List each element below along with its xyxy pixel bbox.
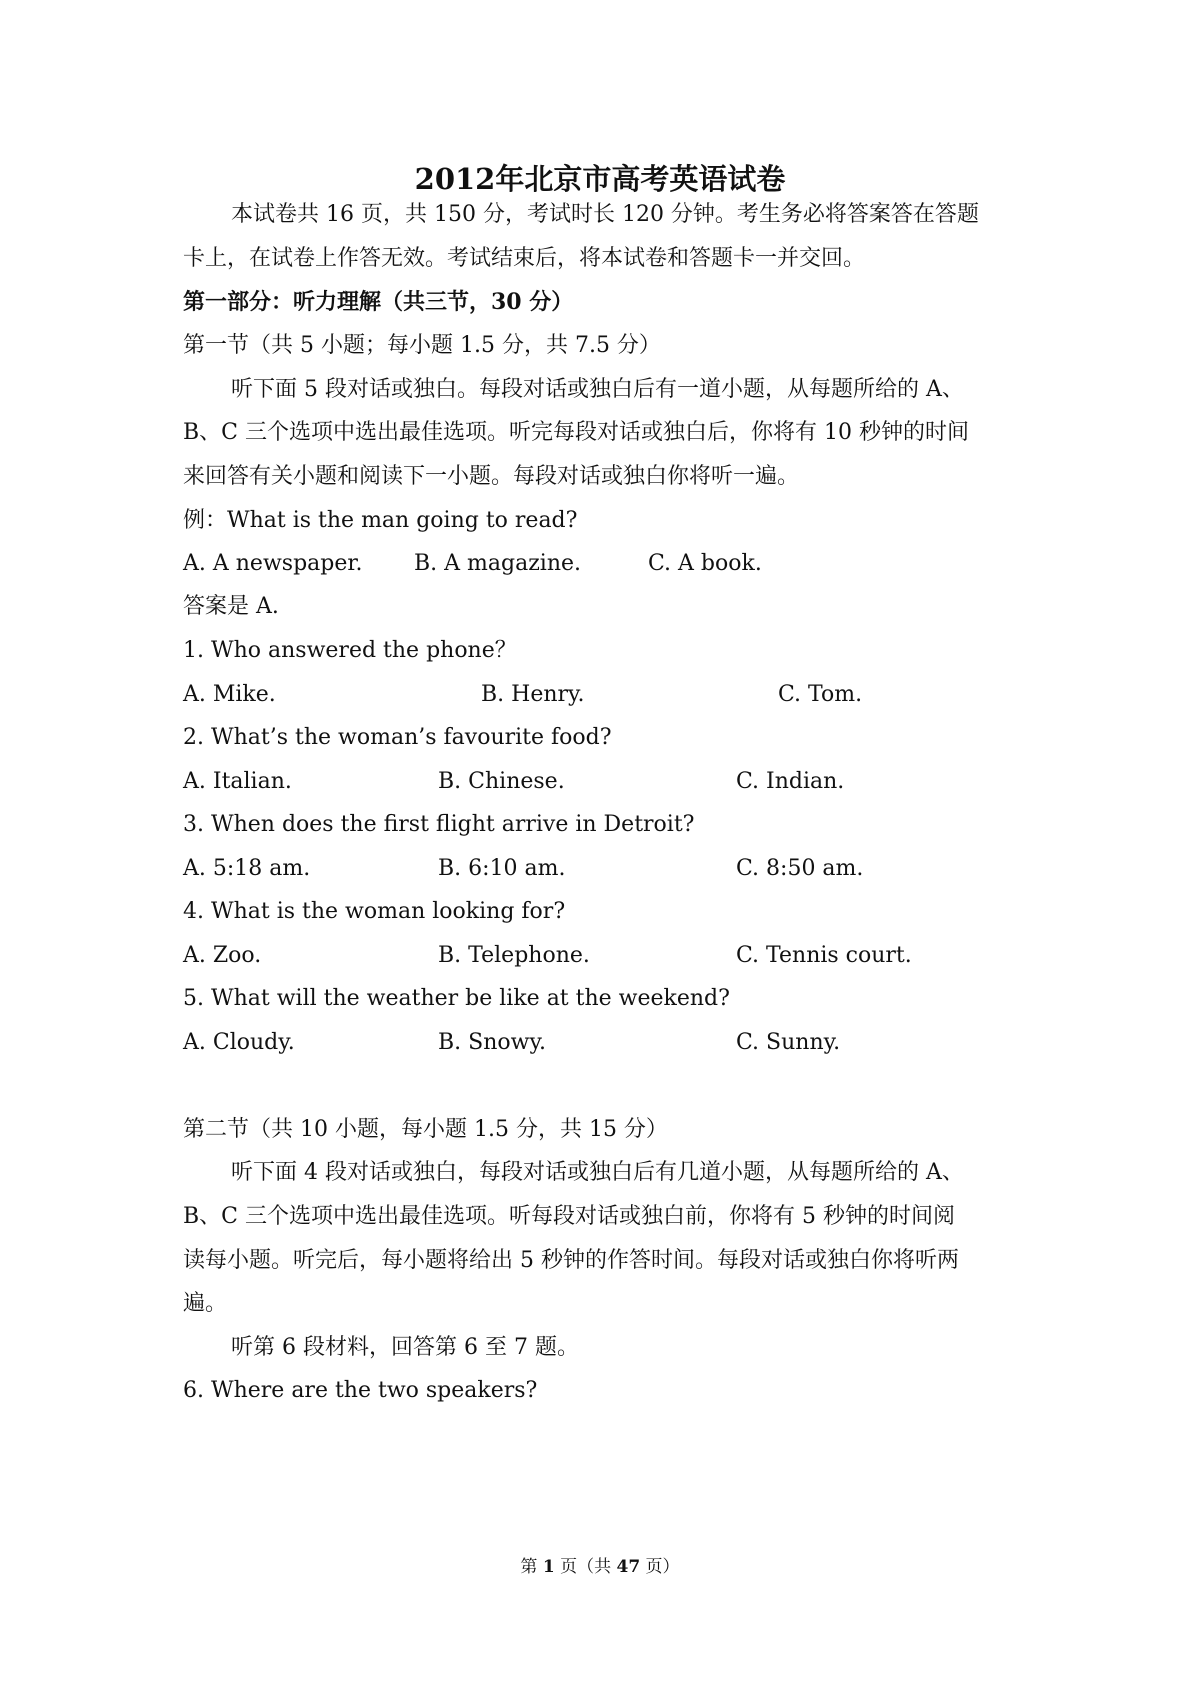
question-3-option-a: A. 5:18 am. [183, 856, 311, 881]
question-4: 4. What is the woman looking for? [183, 899, 566, 924]
question-1: 1. Who answered the phone？ [183, 638, 517, 663]
question-4-option-a: A. Zoo. [183, 943, 262, 968]
example-option-a: A. A newspaper. [183, 551, 363, 576]
question-3-option-c: C. 8:50 am. [736, 856, 864, 881]
question-1-option-b: B. Henry. [481, 682, 585, 707]
question-2-option-b: B. Chinese. [438, 769, 565, 794]
question-6: 6. Where are the two speakers? [183, 1378, 538, 1403]
question-5-option-b: B. Snowy. [438, 1030, 546, 1055]
question-2-option-c: C. Indian. [736, 769, 845, 794]
part1-heading: 第一部分：听力理解（共三节，30 分） [183, 289, 574, 315]
example-option-b: B. A magazine. [414, 551, 582, 576]
section1-instruction-2: B、C 三个选项中选出最佳选项。听完每段对话或独白后，你将有 10 秒钟的时间 [183, 420, 969, 445]
section2-instruction-2: B、C 三个选项中选出最佳选项。听每段对话或独白前，你将有 5 秒钟的时间阅 [183, 1204, 955, 1229]
section2-instruction-4: 遍。 [183, 1291, 228, 1316]
section2-heading: 第二节（共 10 小题，每小题 1.5 分，共 15 分） [183, 1117, 668, 1142]
question-5-option-c: C. Sunny. [736, 1030, 841, 1055]
question-4-option-c: C. Tennis court. [736, 943, 912, 968]
section1-instruction-1: 听下面 5 段对话或独白。每段对话或独白后有一道小题，从每题所给的 A、 [231, 377, 964, 402]
example-question: 例：What is the man going to read? [183, 508, 578, 533]
question-4-option-b: B. Telephone. [438, 943, 590, 968]
question-5: 5. What will the weather be like at the weekend? [183, 986, 730, 1011]
footer-middle: 页（共 [554, 1557, 617, 1577]
question-1-option-c: C. Tom. [778, 682, 863, 707]
section1-heading: 第一节（共 5 小题；每小题 1.5 分，共 7.5 分） [183, 333, 661, 358]
footer-suffix: 页） [640, 1557, 680, 1577]
question-5-option-a: A. Cloudy. [183, 1030, 295, 1055]
footer-page-number: 1 [542, 1557, 555, 1577]
question-1-option-a: A. Mike. [183, 682, 276, 707]
example-option-c: C. A book. [648, 551, 762, 576]
footer-total-pages: 47 [616, 1557, 641, 1577]
section1-instruction-3: 来回答有关小题和阅读下一小题。每段对话或独白你将听一遍。 [183, 464, 800, 489]
exam-title: 2012年北京市高考英语试卷 [414, 162, 786, 196]
question-3: 3. When does the first flight arrive in Detroit? [183, 812, 695, 837]
intro-line-1: 本试卷共 16 页，共 150 分，考试时长 120 分钟。考生务必将答案答在答题 [231, 202, 979, 227]
example-answer: 答案是 A. [183, 594, 279, 619]
footer-prefix: 第 [520, 1557, 543, 1577]
intro-line-2: 卡上，在试卷上作答无效。考试结束后，将本试卷和答题卡一并交回。 [183, 246, 866, 271]
section2-instruction-3: 读每小题。听完后，每小题将给出 5 秒钟的作答时间。每段对话或独白你将听两 [183, 1248, 959, 1273]
section2-instruction-1: 听下面 4 段对话或独白，每段对话或独白后有几道小题，从每题所给的 A、 [231, 1160, 964, 1185]
question-3-option-b: B. 6:10 am. [438, 856, 566, 881]
section2-material-note: 听第 6 段材料，回答第 6 至 7 题。 [231, 1335, 579, 1360]
question-2-option-a: A. Italian. [183, 769, 292, 794]
page-footer [0, 1555, 1200, 1579]
question-2: 2. What’s the woman’s favourite food? [183, 725, 612, 750]
